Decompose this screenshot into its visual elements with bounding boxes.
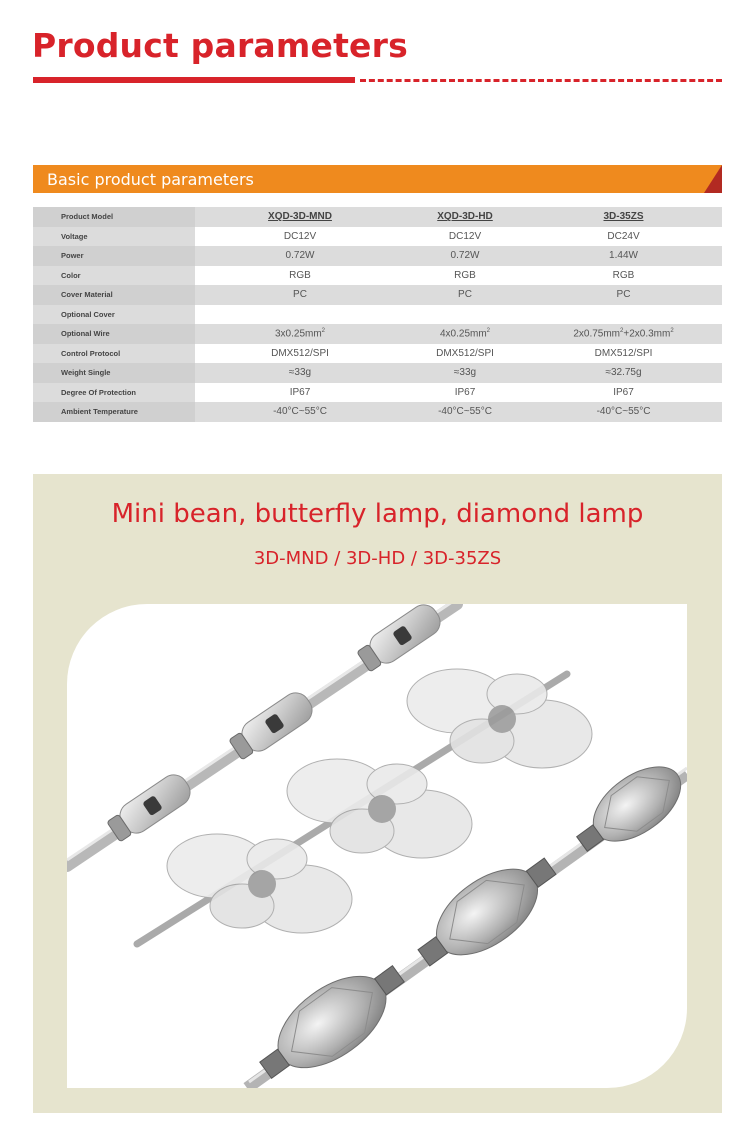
title-underline — [33, 77, 355, 83]
table-cell — [525, 324, 722, 344]
row-label: Power — [33, 246, 195, 266]
table-cell: DC12V — [448, 230, 482, 242]
product-illustration — [67, 604, 687, 1088]
showcase-subtitle: 3D-MND / 3D-HD / 3D-35ZS — [253, 548, 502, 569]
table-cell: XQD-3D-HD — [405, 207, 525, 227]
table-row — [33, 266, 722, 286]
table-cell: 1.44W — [525, 246, 722, 266]
superscript: 2 — [620, 328, 624, 335]
table-cell: -40°C~55°C — [195, 402, 405, 422]
superscript: 2 — [670, 328, 674, 335]
product-photo — [67, 604, 687, 1088]
row-label: Optional Cover — [33, 305, 195, 325]
superscript: 2 — [321, 328, 326, 335]
row-label: Weight Single — [33, 363, 195, 383]
table-cell: RGB — [454, 269, 476, 281]
table-row — [33, 324, 722, 344]
table-cell: IP67 — [289, 386, 311, 398]
title-dashed-line — [360, 79, 722, 82]
table-cell: ≈33g — [405, 363, 525, 383]
table-cell: RGB — [289, 269, 311, 281]
table-row — [33, 285, 722, 305]
table-cell: -40°C~55°C — [405, 402, 525, 422]
showcase-title: Mini bean, butterfly lamp, diamond lamp — [111, 499, 644, 529]
row-label: Color — [33, 266, 195, 286]
cell-text-extra: +2x0.3mm — [623, 328, 671, 340]
table-cell: RGB — [612, 269, 635, 281]
table-cell: PC — [405, 285, 525, 305]
row-label: Ambient Temperature — [33, 402, 195, 422]
table-cell: DMX512/SPI — [436, 347, 494, 359]
table-cell: PC — [525, 285, 722, 305]
table-cell: ≈32.75g — [525, 363, 722, 383]
table-cell: DMX512/SPI — [594, 347, 653, 359]
table-row — [33, 227, 722, 247]
table-cell: 3D-35ZS — [525, 207, 722, 227]
table-row — [33, 246, 722, 266]
table-row — [33, 363, 722, 383]
table-cell: IP67 — [454, 386, 476, 398]
table-cell: DMX512/SPI — [271, 347, 329, 359]
table-cell — [195, 324, 405, 344]
row-label: Degree Of Protection — [33, 383, 195, 403]
row-label: Cover Material — [33, 285, 195, 305]
table-cell — [195, 305, 405, 325]
table-row — [33, 207, 722, 227]
table-cell: DC12V — [283, 230, 317, 242]
product-showcase — [33, 474, 722, 1113]
cell-text: 3x0.25mm — [274, 328, 322, 340]
table-cell: PC — [195, 285, 405, 305]
section-header — [33, 165, 722, 193]
table-cell — [525, 305, 722, 325]
table-cell — [405, 305, 525, 325]
row-label: Product Model — [33, 207, 195, 227]
parameters-table — [33, 207, 722, 422]
table-cell: -40°C~55°C — [525, 402, 722, 422]
section-title: Basic product parameters — [47, 170, 254, 189]
table-row — [33, 402, 722, 422]
table-cell: XQD-3D-MND — [195, 207, 405, 227]
superscript: 2 — [486, 328, 491, 335]
row-label: Voltage — [33, 227, 195, 247]
table-cell: IP67 — [613, 386, 634, 398]
table-row — [33, 383, 722, 403]
table-row — [33, 344, 722, 364]
table-cell: 0.72W — [195, 246, 405, 266]
table-row — [33, 305, 722, 325]
row-label: Control Protocol — [33, 344, 195, 364]
header-corner-accent — [704, 165, 722, 193]
table-cell: 0.72W — [405, 246, 525, 266]
cell-text: 4x0.25mm — [439, 328, 487, 340]
table-cell: ≈33g — [195, 363, 405, 383]
table-cell: DC24V — [607, 230, 640, 242]
table-cell — [405, 324, 525, 344]
page-title: Product parameters — [32, 26, 408, 65]
cell-text: 2x0.75mm — [573, 328, 621, 340]
row-label: Optional Wire — [33, 324, 195, 344]
